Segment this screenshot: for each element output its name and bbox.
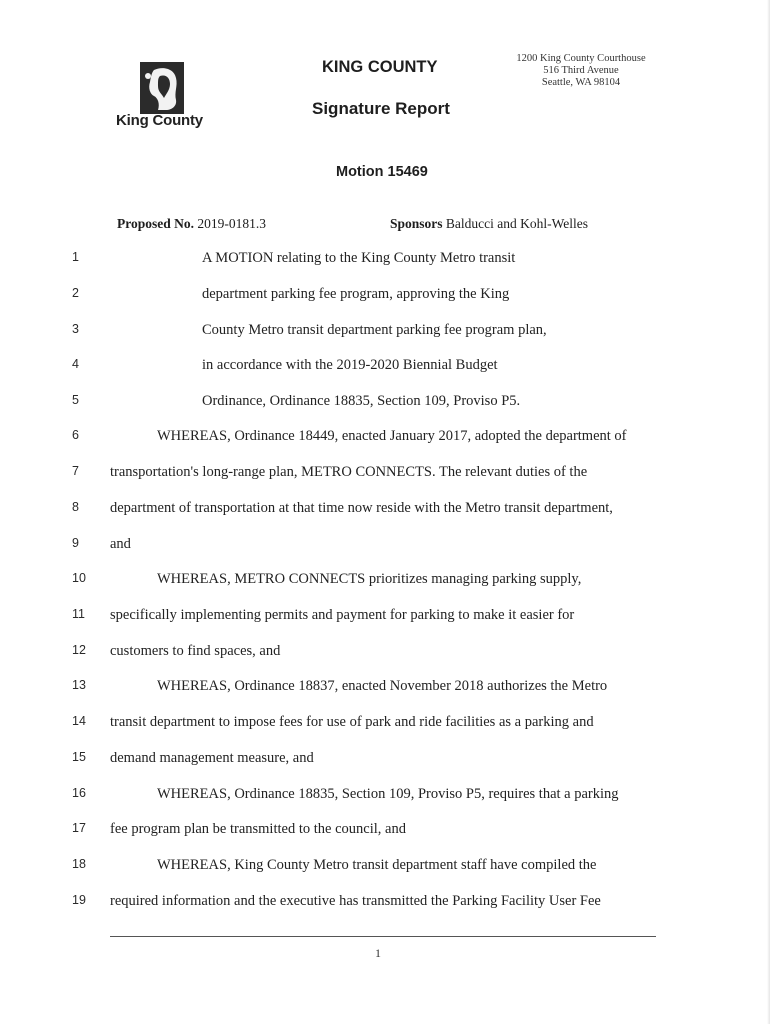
king-county-logo-icon (140, 62, 184, 114)
numbered-line (0, 500, 770, 520)
line-text: department of transportation at that time now reside with the Metro transit department, (110, 500, 613, 516)
line-number: 11 (72, 607, 85, 621)
line-text: transit department to impose fees for use of park and ride facilities as a parking and (110, 714, 594, 730)
line-number: 15 (72, 750, 86, 764)
line-number: 7 (72, 464, 79, 478)
line-number: 8 (72, 500, 79, 514)
footer-divider (110, 936, 656, 937)
address-line: 516 Third Avenue (543, 65, 619, 76)
proposed-number (117, 216, 266, 232)
numbered-line (0, 322, 770, 342)
numbered-line (0, 571, 770, 591)
line-text: WHEREAS, METRO CONNECTS prioritizes managing parking supply, (157, 571, 582, 587)
numbered-line (0, 714, 770, 734)
numbered-line (0, 607, 770, 627)
line-text: and (110, 536, 131, 552)
sponsors-value: Balducci and Kohl-Welles (445, 216, 589, 231)
line-text: WHEREAS, Ordinance 18837, enacted November 2018 authorizes the Metro (157, 678, 608, 694)
line-number: 6 (72, 428, 79, 442)
line-number: 18 (72, 857, 86, 871)
line-text: WHEREAS, Ordinance 18835, Section 109, Proviso P5, requires that a parking (157, 786, 619, 802)
numbered-line (0, 536, 770, 556)
numbered-line (0, 250, 770, 270)
numbered-line (0, 678, 770, 698)
numbered-line (0, 393, 770, 413)
line-number: 9 (72, 536, 79, 550)
sponsors (390, 216, 588, 232)
numbered-line (0, 357, 770, 377)
line-number: 19 (72, 893, 86, 907)
line-text: in accordance with the 2019-2020 Biennial Budget (202, 357, 498, 373)
numbered-line (0, 786, 770, 806)
line-text: fee program plan be transmitted to the council, and (110, 821, 406, 837)
numbered-line (0, 821, 770, 841)
line-text: County Metro transit department parking fee program plan, (202, 322, 547, 338)
line-number: 12 (72, 643, 86, 657)
line-text: customers to find spaces, and (110, 643, 281, 659)
line-text: WHEREAS, Ordinance 18449, enacted January 2017, adopted the department of (157, 428, 627, 444)
line-number: 1 (72, 250, 79, 264)
line-text: department parking fee program, approving the King (202, 286, 510, 302)
line-text: WHEREAS, King County Metro transit department staff have compiled the (157, 857, 597, 873)
numbered-line (0, 428, 770, 448)
numbered-line (0, 857, 770, 877)
line-text: demand management measure, and (110, 750, 314, 766)
line-number: 4 (72, 357, 79, 371)
sponsors-label: Sponsors (390, 216, 443, 231)
numbered-line (0, 464, 770, 484)
line-number: 3 (72, 322, 79, 336)
line-text: A MOTION relating to the King County Metro transit (202, 250, 516, 266)
proposed-value: 2019-0181.3 (197, 216, 267, 231)
numbered-line (0, 643, 770, 663)
numbered-line (0, 286, 770, 306)
line-number: 17 (72, 821, 86, 835)
line-number: 2 (72, 286, 79, 300)
report-title: Signature Report (312, 99, 450, 118)
page-number: 1 (375, 946, 381, 960)
line-number: 5 (72, 393, 79, 407)
line-number: 10 (72, 571, 86, 585)
address-line: Seattle, WA 98104 (541, 77, 621, 88)
line-text: required information and the executive has transmitted the Parking Facility User Fee (110, 893, 601, 909)
logo-text: King County (116, 112, 203, 129)
address-line: 1200 King County Courthouse (516, 53, 646, 64)
county-title: KING COUNTY (322, 58, 438, 76)
line-text: transportation's long-range plan, METRO CONNECTS. The relevant duties of the (110, 464, 588, 480)
line-number: 13 (72, 678, 86, 692)
numbered-line (0, 893, 770, 913)
line-text: Ordinance, Ordinance 18835, Section 109, Proviso P5. (202, 393, 521, 409)
address-block (506, 53, 656, 89)
motion-title: Motion 15469 (336, 164, 428, 180)
proposed-label: Proposed No. (117, 216, 195, 231)
numbered-line (0, 750, 770, 770)
line-number: 14 (72, 714, 86, 728)
line-text: specifically implementing permits and payment for parking to make it easier for (110, 607, 575, 623)
line-number: 16 (72, 786, 86, 800)
